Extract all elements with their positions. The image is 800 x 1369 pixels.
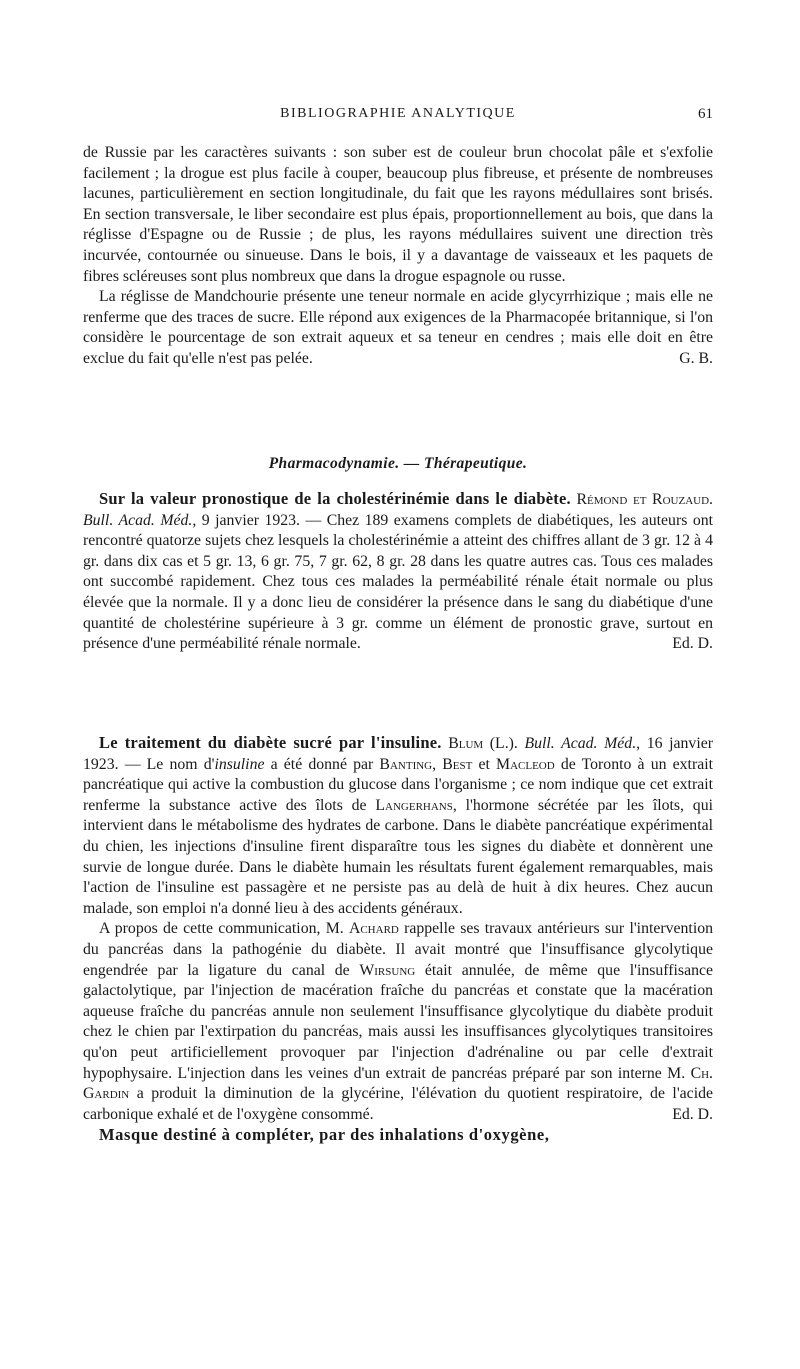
- signature-gb: G. B.: [679, 349, 713, 367]
- article-title: Le traitement du diabète sucré par l'insuline.: [99, 733, 442, 752]
- name-langerhans: Langerhans: [375, 796, 453, 814]
- achard-text-part: a produit la diminution de la glycérine, l'élévation du quotient respiratoire, de l'acide carbonique exhalé et de l'oxygène consommé.: [83, 1085, 713, 1123]
- article-cholesterinemie-paragraph: [83, 489, 713, 655]
- article-body-part: Le nom d': [146, 755, 215, 773]
- article-body-part: de Toronto à un extrait pancréatique qui active la combustion du glucose dans l'organisme ; ce nom indique que cet extrait renferme la substance active des îlots de: [83, 755, 713, 814]
- paragraph-achard: [83, 919, 713, 1125]
- article-author: Blum (L.).: [448, 735, 518, 752]
- article-insuline-paragraph: [83, 733, 713, 919]
- name-gardin: Ch. Gardin: [83, 1064, 713, 1103]
- comma: ,: [432, 755, 437, 773]
- article-masque-title: Masque destiné à compléter, par des inhalations d'oxygène,: [99, 1125, 550, 1145]
- page-number: 61: [698, 106, 713, 122]
- article-body-part: a été donné par: [264, 755, 380, 773]
- paragraph-mandchourie: [83, 287, 713, 369]
- signature-edd: Ed. D.: [672, 1105, 713, 1123]
- article-cholesterinemie: [83, 489, 713, 655]
- journal-name: Bull. Acad. Méd.,: [524, 735, 641, 752]
- achard-text-part: était annulée, de même que l'insuffisance galactolytique, par l'injection de macération fraîche du pancréas et constate que la macération aqueuse fraîche du pancréas annule non seulement l'insuffisance glycolytique du diabète produit chez le chien par l'extirpation du pancréas, mais aussi les insuffisances glycolytiques transitoires qu'on peut artificiellement provoquer par l'injection d'adrénaline ou par celle d'extrait hypophysaire. L'injection dans les veines d'un extrait de pancréas préparé par son interne M.: [83, 961, 714, 1082]
- achard-text-part: A propos de cette communication, M.: [99, 920, 349, 938]
- term-insuline: insuline: [214, 755, 265, 773]
- name-best: Best: [442, 755, 473, 773]
- article-authors: Rémond et Rouzaud.: [576, 491, 713, 508]
- name-wirsung: Wirsung: [359, 961, 416, 979]
- article-body: Chez 189 examens complets de diabétiques, les auteurs ont rencontré quatorze sujets chez lesquels la cholestérinémie a atteint des chiffres allant de 3 gr. 12 à 4 gr. dans dix cas et 5 gr. 13, 6 gr. 75, 7 gr. 62, 8 gr. 28 dans les quatre autres cas. Tous ces malades ont succombé rapidement. Chez tous ces malades la perméabilité rénale était normale ou plus élevée que la normale. Il y a donc lieu de considérer la présence dans le sang du diabétique d'une quantité de cholestérine supérieure à 3 gr. comme un élément de pronostic grave, surtout en présence d'une perméabilité rénale normale.: [83, 511, 714, 653]
- article-date: 16 janvier 1923. —: [83, 735, 713, 773]
- running-title: BIBLIOGRAPHIE ANALYTIQUE: [280, 106, 516, 121]
- journal-name: Bull. Acad. Méd.,: [83, 511, 197, 529]
- name-macleod: Macleod: [496, 755, 555, 773]
- signature-edd: Ed. D.: [672, 635, 713, 653]
- paragraph-mandchourie-text: La réglisse de Mandchourie présente une teneur normale en acide glycyrrhizique ; mais elle ne renferme que des traces de sucre. Elle répond aux exigences de la Pharmacopée britannique, si l'on considère le pourcentage de son extrait aqueux et sa teneur en cendres ; mais elle doit en être exclue du fait qu'elle n'est pas pelée.: [83, 288, 713, 367]
- conjunction: et: [472, 755, 497, 773]
- article-body-part: , l'hormone sécrétée par les îlots, qui intervient dans le métabolisme des hydrates de carbone. Dans le diabète pancréatique expérimental du chien, les injections d'insuline firent disparaître tous les signes du diabète et donnèrent une survie de longue durée. Dans le diabète humain les résultats furent également remarquables, mais l'action de l'insuline est passagère et ne persiste pas au delà de huit à dix heures. Chez aucun malade, son emploi n'a donné lieu à des accidents généraux.: [83, 796, 713, 917]
- name-achard: Achard: [348, 920, 399, 938]
- article-title: Sur la valeur pronostique de la cholestérinémie dans le diabète.: [99, 489, 571, 508]
- article-date: 9 janvier 1923. —: [201, 511, 322, 529]
- name-banting: Banting: [379, 755, 433, 773]
- paragraph-russie: de Russie par les caractères suivants : son suber est de couleur brun chocolat pâle et s'exfolie facilement ; la drogue est plus facile à couper, beaucoup plus fibreuse, et présente de nombreuses lacunes, particulièrement en section longitudinale, du fait que les rayons médullaires sont brisés. En section transversale, le liber secondaire est plus épais, proportionnellement au bois, que dans la réglisse d'Espagne ou de Russie ; de plus, les rayons médullaires suivent une direction très incurvée, contournée ou sinueuse. Dans le bois, il y a davantage de vaisseaux et les paquets de fibres scléreuses sont plus nombreux que dans la drogue espagnole ou russe.: [83, 144, 713, 285]
- continuation-text: [83, 143, 713, 370]
- running-head: [83, 106, 713, 128]
- achard-text-part: rappelle ses travaux antérieurs sur l'intervention du pancréas dans la pathogénie du diabète. Il avait montré que l'insuffisance glycolytique engendrée par la ligature du canal de: [83, 920, 714, 979]
- article-insuline: [83, 733, 713, 1146]
- section-heading: Pharmacodynamie. — Thérapeutique.: [268, 455, 528, 472]
